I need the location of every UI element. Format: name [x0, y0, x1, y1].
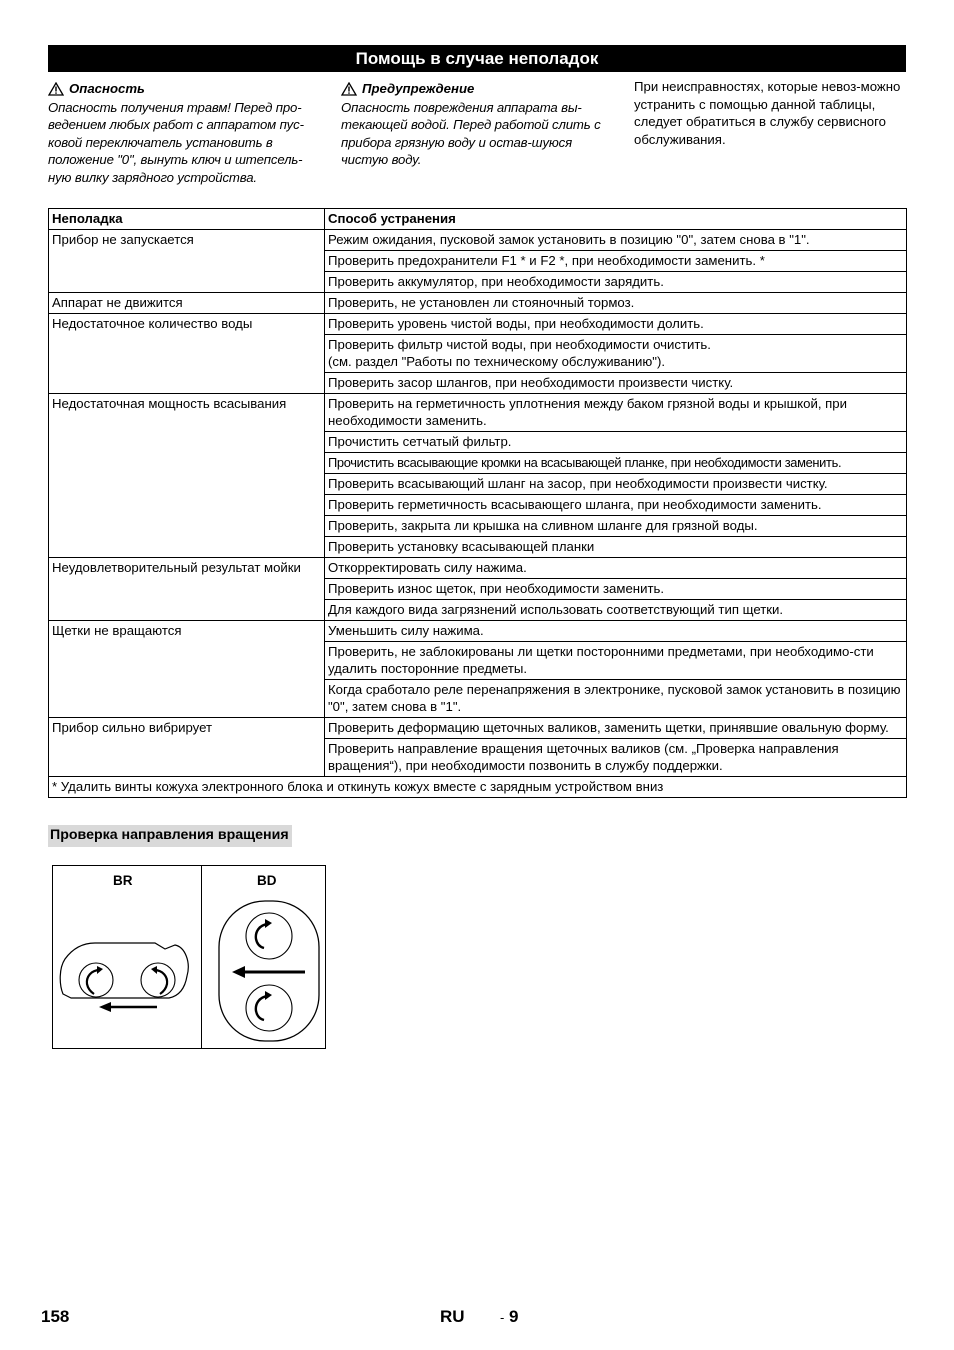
bd-top-rotation-arrow-icon: [256, 924, 268, 948]
footer-dash: -: [500, 1310, 505, 1325]
warning-block: [341, 78, 621, 169]
table-row: [49, 621, 907, 642]
remedy-cell: Прочистить сетчатый фильтр.: [325, 432, 907, 453]
br-right-rotation-arrow-icon: [154, 970, 167, 994]
troubleshooting-table: [48, 208, 907, 798]
br-direction-arrow-icon: [99, 1002, 111, 1012]
remedy-cell: Проверить герметичность всасывающего шланга, при необходимости заменить.: [325, 495, 907, 516]
remedy-cell: Проверить аккумулятор, при необходимости зарядить.: [325, 272, 907, 293]
danger-text: Опасность получения травм! Перед про-ведением любых работ с аппаратом пус-ковой переключатель установить в положение "0", вынуть ключ и штепсель-ную вилку зарядного устройства.: [48, 99, 304, 185]
remedy-cell: Проверить деформацию щеточных валиков, заменить щетки, принявшие овальную форму.: [325, 718, 907, 739]
table-row: [49, 718, 907, 739]
warning-triangle-icon: [48, 82, 64, 96]
warning-text: Опасность повреждения аппарата вы-текающей водой. Перед работой слить с прибора грязную воду и остав-шуюся чистую воду.: [341, 99, 601, 167]
col-problem-header: Неполадка: [49, 209, 325, 230]
problem-cell: Неудовлетворительный результат мойки: [49, 558, 325, 621]
table-row: [49, 394, 907, 432]
table-row: [49, 230, 907, 251]
problem-cell: Прибор сильно вибрирует: [49, 718, 325, 777]
bd-top-brush: [246, 913, 292, 959]
remedy-cell: Прочистить всасывающие кромки на всасывающей планке, при необходимости заменить.: [325, 453, 907, 474]
page-title: Помощь в случае неполадок: [48, 45, 906, 72]
bd-bottom-brush: [246, 985, 292, 1031]
remedy-cell: Режим ожидания, пусковой замок установить в позицию "0", затем снова в "1".: [325, 230, 907, 251]
bd-direction-arrow-icon: [232, 966, 245, 978]
remedy-cell: Проверить износ щеток, при необходимости заменить.: [325, 579, 907, 600]
problem-cell: Недостаточная мощность всасывания: [49, 394, 325, 558]
table-header-row: [49, 209, 907, 230]
remedy-cell: Проверить уровень чистой воды, при необходимости долить.: [325, 314, 907, 335]
problem-cell: Недостаточное количество воды: [49, 314, 325, 394]
label-br: BR: [113, 873, 133, 888]
warning-triangle-icon: [341, 82, 357, 96]
info-block: [634, 78, 906, 148]
info-text: При неисправностях, которые невоз-можно устранить с помощью данной таблицы, следует обратиться в службу сервисного обслуживания.: [634, 79, 901, 147]
table-body: [49, 230, 907, 777]
rotation-diagram: [52, 865, 326, 1049]
remedy-cell: Проверить всасывающий шланг на засор, при необходимости произвести чистку.: [325, 474, 907, 495]
remedy-cell: Проверить направление вращения щеточных валиков (см. „Проверка направления вращения“), при необходимости позвонить в службу поддержки.: [325, 739, 907, 777]
warning-heading: Предупреждение: [362, 81, 475, 96]
label-bd: BD: [257, 873, 277, 888]
remedy-cell: Проверить на герметичность уплотнения между баком грязной воды и крышкой, при необходимости заменить.: [325, 394, 907, 432]
danger-block: [48, 78, 320, 186]
br-left-rotation-arrow-icon: [87, 970, 100, 994]
table-row: [49, 558, 907, 579]
remedy-cell: Для каждого вида загрязнений использовать соответствующий тип щетки.: [325, 600, 907, 621]
problem-cell: Щетки не вращаются: [49, 621, 325, 718]
bd-bottom-rotation-arrow-icon: [256, 996, 268, 1020]
page-number: 158: [41, 1307, 70, 1326]
table-row: [49, 293, 907, 314]
rotation-heading: Проверка направления вращения: [48, 825, 292, 847]
rotation-drawing: [53, 866, 325, 1048]
remedy-cell: Уменьшить силу нажима.: [325, 621, 907, 642]
section-page-number: 9: [509, 1307, 519, 1326]
remedy-cell: Проверить предохранители F1 * и F2 *, при необходимости заменить. *: [325, 251, 907, 272]
problem-cell: Аппарат не движится: [49, 293, 325, 314]
col-remedy-header: Способ устранения: [325, 209, 907, 230]
table-footnote: * Удалить винты кожуха электронного блока и откинуть кожух вместе с зарядным устройством вниз: [49, 777, 907, 798]
remedy-cell: Откорректировать силу нажима.: [325, 558, 907, 579]
remedy-cell: Проверить установку всасывающей планки: [325, 537, 907, 558]
remedy-cell: Когда сработало реле перенапряжения в электронике, пусковой замок установить в позицию "0", затем снова в "1".: [325, 680, 907, 718]
footnote-row: [49, 777, 907, 798]
language-code: RU: [440, 1307, 465, 1326]
remedy-cell: Проверить фильтр чистой воды, при необходимости очистить. (см. раздел "Работы по техническому обслуживанию").: [325, 335, 907, 373]
danger-heading: Опасность: [69, 81, 145, 96]
table-row: [49, 314, 907, 335]
remedy-cell: Проверить засор шлангов, при необходимости произвести чистку.: [325, 373, 907, 394]
br-right-brush: [141, 963, 175, 997]
br-housing: [60, 943, 188, 998]
remedy-cell: Проверить, не установлен ли стояночный тормоз.: [325, 293, 907, 314]
remedy-cell: Проверить, не заблокированы ли щетки посторонними предметами, при необходимо-сти удалить посторонние предметы.: [325, 642, 907, 680]
problem-cell: Прибор не запускается: [49, 230, 325, 293]
remedy-cell: Проверить, закрыта ли крышка на сливном шланге для грязной воды.: [325, 516, 907, 537]
br-left-brush: [79, 963, 113, 997]
